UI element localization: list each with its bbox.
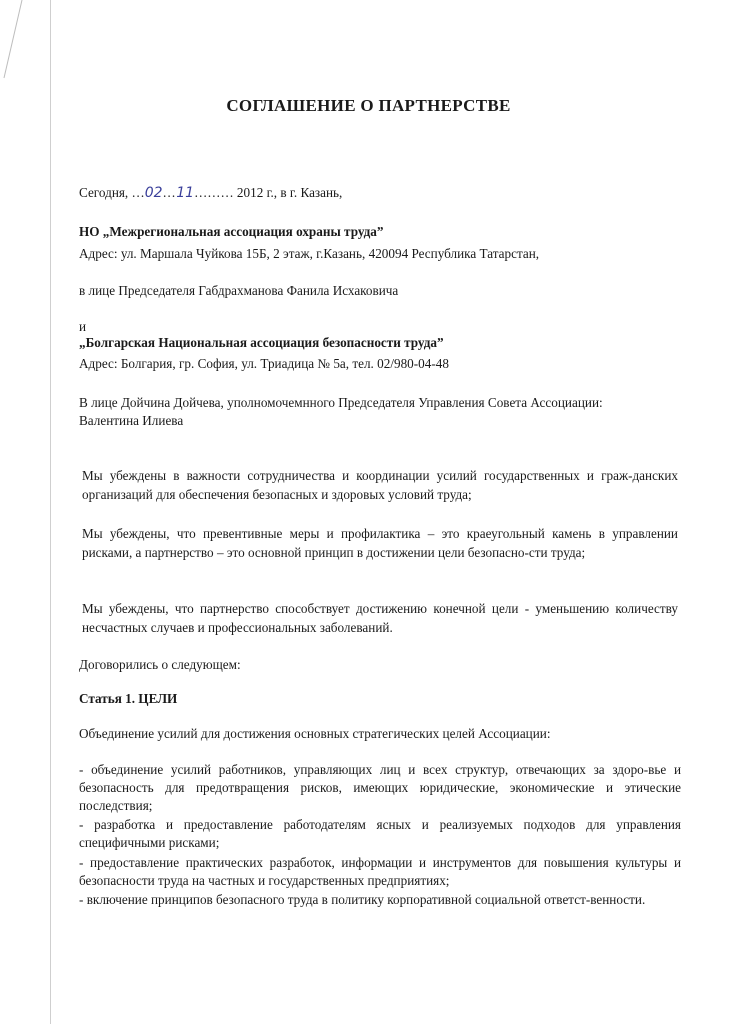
article1-heading: Статья 1. ЦЕЛИ [79, 691, 178, 706]
handwritten-month: 11 [176, 185, 195, 201]
party1-representative: в лице Председателя Габдрахманова Фанила Исхаковича [79, 283, 399, 298]
article1-item: - разработка и предоставление работодателям ясных и реализуемых подходов для управления специфичными рисками; [79, 817, 681, 850]
document-title: СОГЛАШЕНИЕ О ПАРТНЕРСТВЕ [226, 96, 511, 115]
party2-name: „Болгарская Национальная ассоциация безопасности труда” [79, 335, 444, 350]
party2-representative-line2: Валентина Илиева [79, 413, 184, 428]
conviction-paragraph: Мы убеждены, что партнерство способствует достижению конечной цели - уменьшению количеству несчастных случаев и профессиональных заболеваний. [82, 601, 678, 635]
party2-representative-line1: В лице Дойчина Дойчева, уполномочемнного Председателя Управления Совета Ассоциации: [79, 395, 603, 410]
handwritten-day: 02 [144, 185, 163, 201]
date-prefix: Сегодня, … [79, 185, 145, 200]
conviction-paragraph: Мы убеждены, что превентивные меры и профилактика – это краеугольный камень в управлении рисками, а партнерство – это основной принцип в достижении цели безопасно-сти труда; [82, 526, 678, 560]
date-dots-1: … [162, 185, 177, 200]
date-suffix: ……… 2012 г., в г. Казань, [194, 185, 343, 200]
article1-item: - предоставление практических разработок, информации и инструментов для повышения культуры и безопасности труда на частных и государственных предприятиях; [79, 855, 681, 888]
agreed-line: Договорились о следующем: [79, 657, 241, 672]
party2-address: Адрес: Болгария, гр. София, ул. Триадица № 5а, тел. 02/980-04-48 [79, 356, 449, 371]
article1-item: - включение принципов безопасного труда в политику корпоративной социальной ответст-венности. [79, 892, 646, 907]
scan-edge-line [50, 0, 51, 1024]
conjunction: и [79, 319, 87, 334]
article1-intro: Объединение усилий для достижения основных стратегических целей Ассоциации: [79, 726, 551, 741]
scan-corner-mark [0, 0, 30, 80]
party1-name: НО „Межрегиональная ассоциация охраны труда” [79, 224, 384, 239]
article1-item: - объединение усилий работников, управляющих лиц и всех структур, отвечающих за здоро-вье и безопасность для предотвращения рисков, имеющих юридические, экономические и этические последствия; [79, 762, 681, 813]
conviction-paragraph: Мы убеждены в важности сотрудничества и координации усилий государственных и граж-данских организаций для обеспечения безопасных и здоровых условий труда; [82, 468, 678, 502]
party1-address: Адрес: ул. Маршала Чуйкова 15Б, 2 этаж, г.Казань, 420094 Республика Татарстан, [79, 246, 540, 261]
date-line [79, 184, 342, 202]
